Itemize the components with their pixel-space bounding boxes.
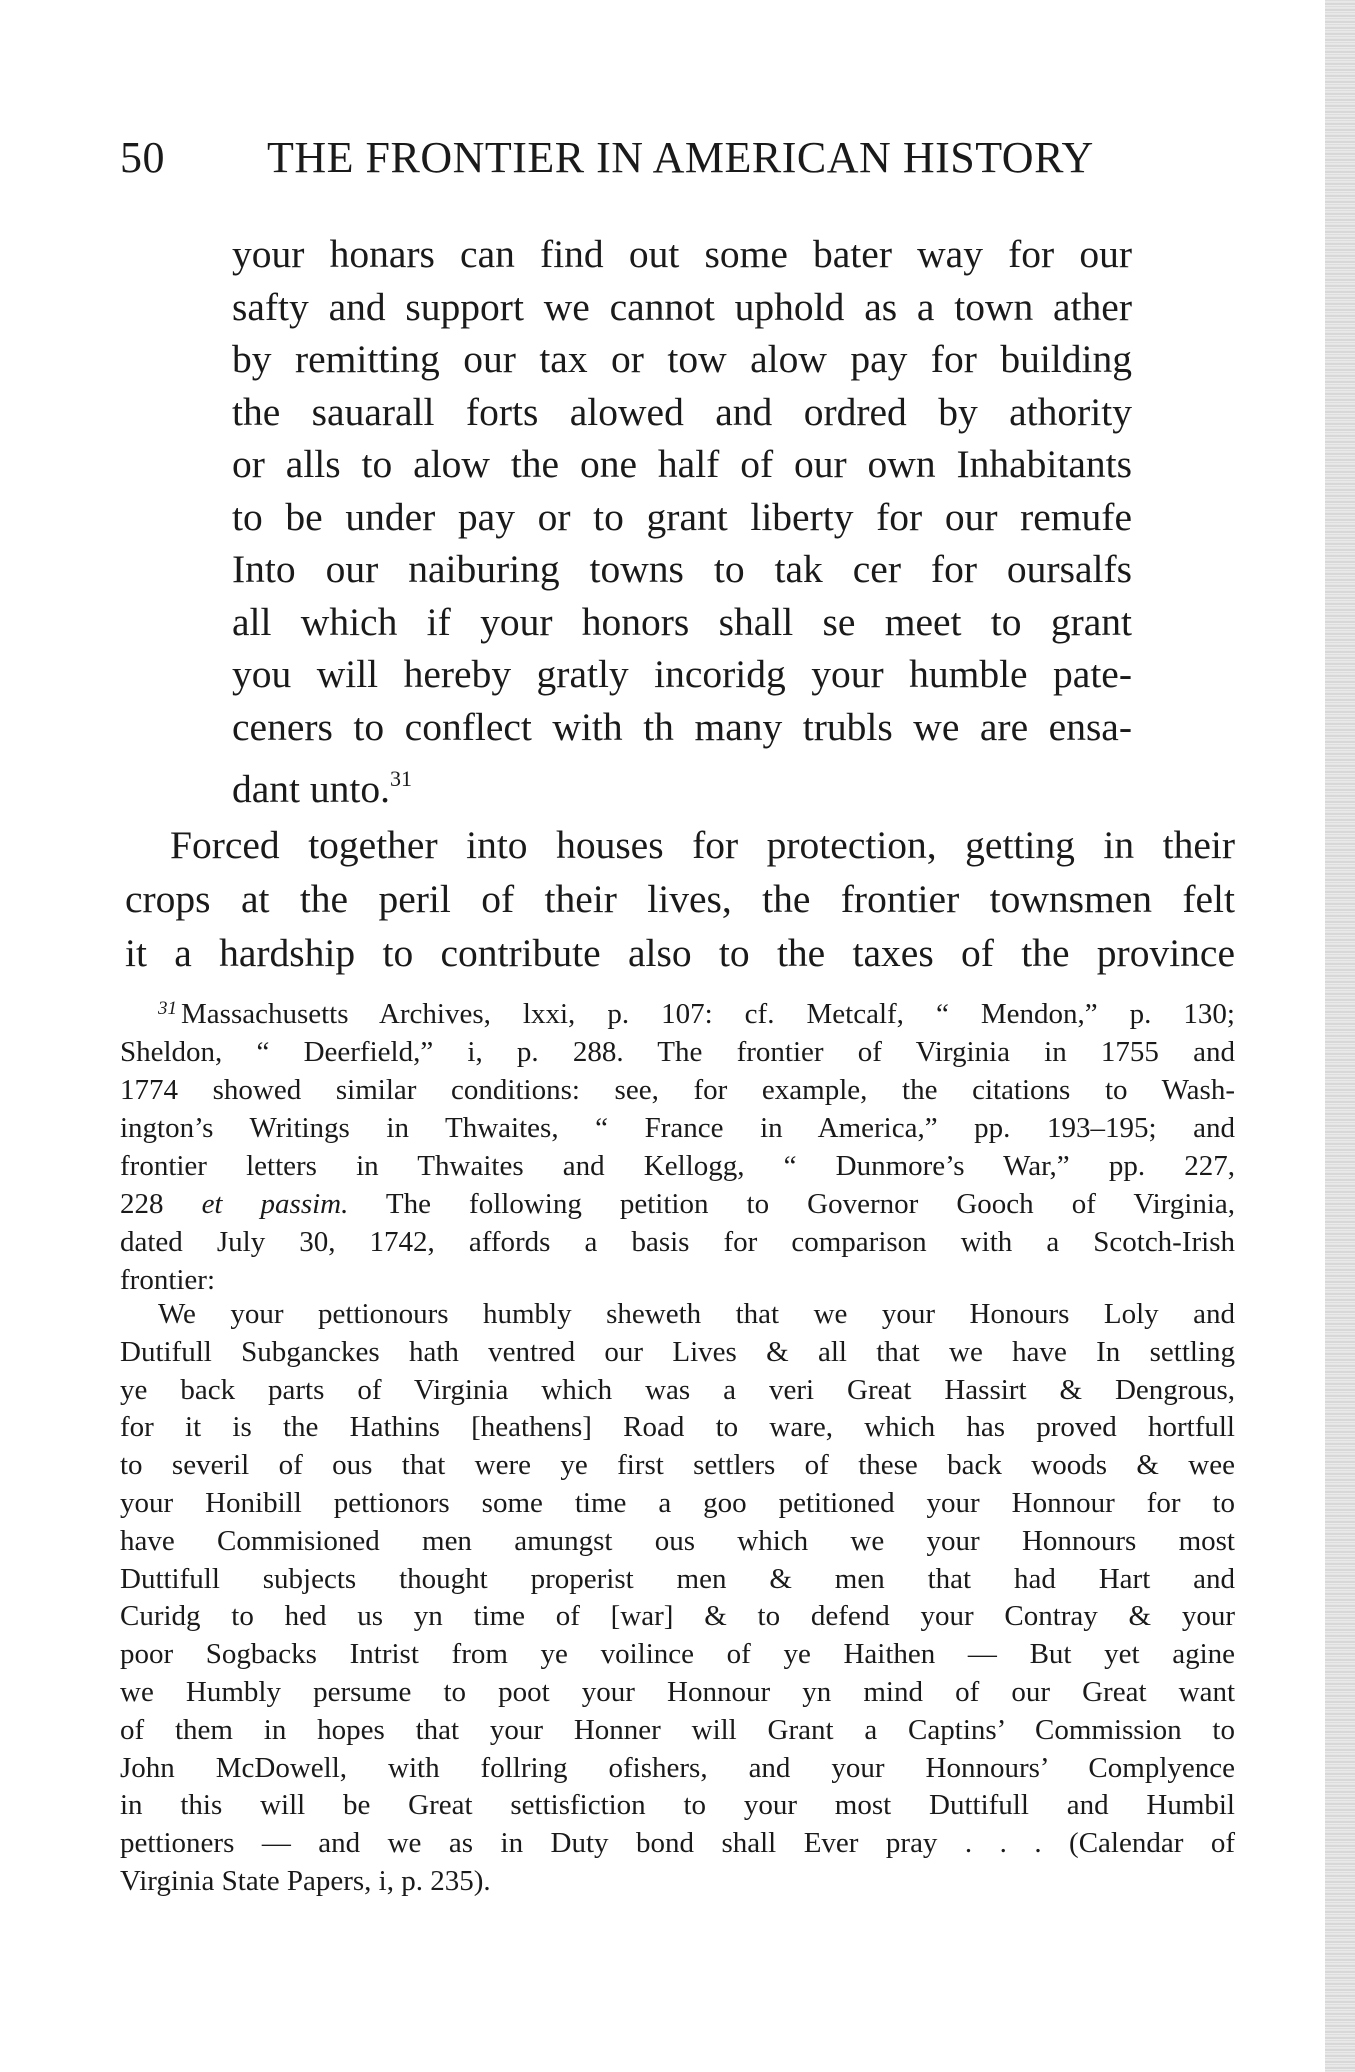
footnote [120, 990, 1235, 1299]
petition-line: pettioners — and we as in Duty bond shall Ever pray . . . (Calendar of [120, 1827, 1235, 1860]
petition-line: in this will be Great settisfiction to your most Duttifull and Humbil [120, 1789, 1235, 1822]
footnote-line: The following petition to Governor Gooch of Virginia, [385, 1188, 1236, 1220]
page-edge-strip [1325, 0, 1355, 2072]
quote-line: the sauarall forts alowed and ordred by athority [232, 389, 1132, 434]
footnote-mixed-line [120, 1185, 1235, 1223]
quote-line: by remitting our tax or tow alow pay for building [232, 337, 1132, 381]
body-paragraph [125, 818, 1235, 980]
italic-phrase: et passim. [201, 1188, 349, 1220]
quote-line: Into our naiburing towns to tak cer for oursalfs [232, 547, 1132, 591]
page-header [120, 132, 1120, 192]
body-line: it a hardship to contribute also to the taxes of the province [125, 931, 1235, 975]
footnote-marker: 31 [158, 998, 177, 1019]
petition-line: of them in hopes that your Honner will Grant a Captins’ Commission to [120, 1713, 1235, 1746]
petition-line: Duttifull subjects thought properist men & men that had Hart and [120, 1562, 1235, 1595]
petition-line: Curidg to hed us yn time of [war] & to defend your Contray & your [120, 1600, 1235, 1633]
petition-line: your Honibill pettionors some time a goo petitioned your Honnour for to [120, 1486, 1235, 1519]
running-title: THE FRONTIER IN AMERICAN HISTORY [267, 133, 1094, 182]
petition-line: Dutifull Subganckes hath ventred our Lives & all that we have In settling [120, 1335, 1235, 1368]
footnote-line: ington’s Writings in Thwaites, “ France in America,” pp. 193–195; and [120, 1112, 1235, 1144]
quote-line: ceners to conflect with th many trubls we are ensa- [232, 704, 1132, 749]
quote-line: all which if your honors shall se meet to grant [232, 599, 1132, 644]
quote-last-line [232, 753, 1132, 816]
petition-line: to severil of ous that were ye first settlers of these back woods & wee [120, 1449, 1235, 1482]
footnote-line: Sheldon, “ Deerfield,” i, p. 288. The frontier of Virginia in 1755 and [120, 1036, 1235, 1068]
footnote-first-line [120, 990, 1235, 1033]
quote-line: your honars can find out some bater way for our [232, 232, 1132, 276]
petition-line: we Humbly persume to poot your Honnour yn mind of our Great want [120, 1675, 1235, 1708]
body-line: crops at the peril of their lives, the frontier townsmen felt [125, 877, 1235, 921]
footnote-line: 1774 showed similar conditions: see, for example, the citations to Wash- [120, 1074, 1235, 1106]
quote-line: or alls to alow the one half of our own Inhabitants [232, 442, 1132, 486]
petition-line: Virginia State Papers, i, p. 235). [120, 1864, 491, 1897]
petition-line: We your pettionours humbly sheweth that we your Honours Loly and [158, 1298, 1235, 1330]
footnote-reference: 31 [389, 766, 412, 791]
quote-line: to be under pay or to grant liberty for our remufe [232, 494, 1132, 539]
page-number: 50 [120, 133, 165, 182]
footnote-line: Massachusetts Archives, lxxi, p. 107: cf. Metcalf, “ Mendon,” p. 130; [181, 998, 1235, 1030]
footnote-line: frontier: [120, 1264, 216, 1296]
petition-line: John McDowell, with follring ofishers, and your Honnours’ Complyence [120, 1751, 1235, 1784]
block-quote [232, 228, 1132, 816]
petition-line: poor Sogbacks Intrist from ye voilince of ye Haithen — But yet agine [120, 1638, 1235, 1671]
petition-quote [120, 1296, 1235, 1901]
footnote-line: frontier letters in Thwaites and Kellogg, “ Dunmore’s War,” pp. 227, [120, 1150, 1235, 1182]
petition-line: ye back parts of Virginia which was a veri Great Hassirt & Dengrous, [120, 1373, 1235, 1406]
petition-line: for it is the Hathins [heathens] Road to ware, which has proved hortfull [120, 1411, 1235, 1444]
body-line: Forced together into houses for protection, getting in their [170, 823, 1235, 867]
quote-line: dant unto. [232, 767, 390, 811]
footnote-line: dated July 30, 1742, affords a basis for comparison with a Scotch-Irish [120, 1226, 1235, 1258]
petition-line: have Commisioned men amungst ous which we your Honnours most [120, 1524, 1235, 1557]
quote-line: safty and support we cannot uphold as a town ather [232, 284, 1132, 329]
footnote-line: 228 [120, 1188, 164, 1220]
quote-line: you will hereby gratly incoridg your humble pate- [232, 652, 1132, 696]
